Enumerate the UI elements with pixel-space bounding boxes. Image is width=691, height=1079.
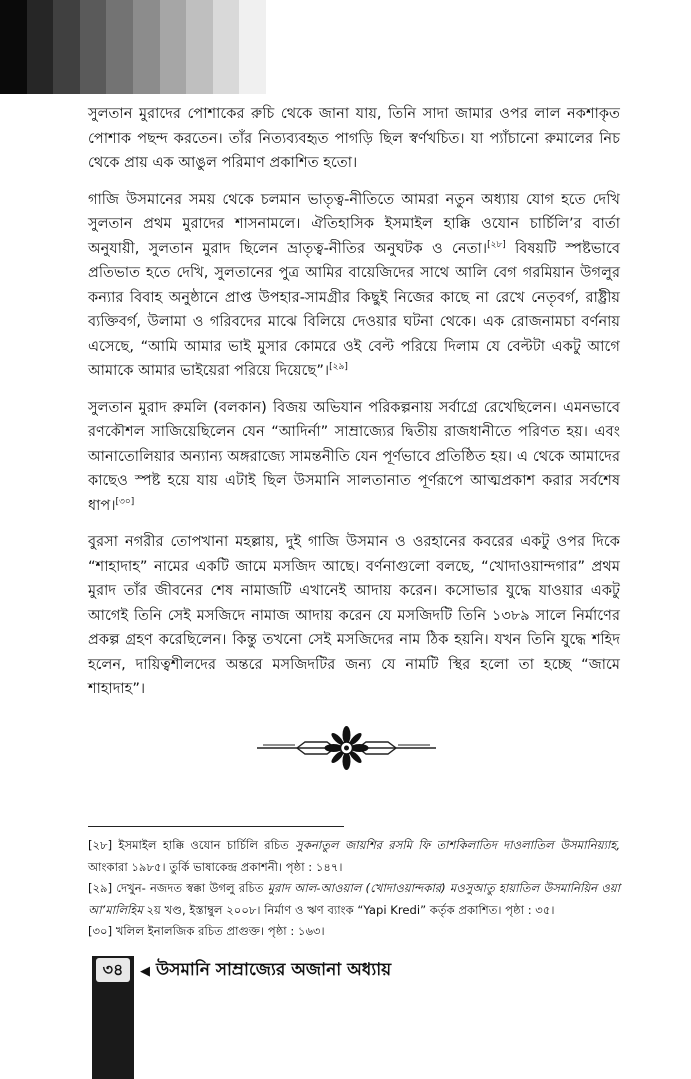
footnote-29: [২৯] দেখুন- নজদত স্বক্কা উগলু রচিত মুরাদ আল-আওয়াল (খোদাওয়ান্দকার) মওসুআতু হায়াতিল উসমানিয়িন ওয়া আ’মালিহিম ২য় খণ্ড, ইস্তাম্বুল ২০০৮। নির্মাণ ও ঋণ ব্যাংক “Yapi Kredi” কর্তৃক প্রকাশিত। পৃষ্ঠা : ৩৫। bbox=[88, 881, 621, 917]
paragraph: সুলতান মুরাদের পোশাকের রুচি থেকে জানা যায়, তিনি সাদা জামার ওপর লাল নকশাকৃত পোশাক পছন্দ করতেন। তাঁর নিত্যব্যবহৃত পাগড়ি ছিল স্বর্ণখচিত। যা প্যাঁচানো রুমালের নিচ থেকে প্রায় এক আঙুল পরিমাণ প্রকাশিত হতো। bbox=[88, 105, 620, 171]
footnote-ref[interactable]: [৩০] bbox=[115, 496, 135, 507]
paragraph: সুলতান মুরাদ রুমলি (বলকান) বিজয় অভিযান পরিকল্পনায় সর্বাগ্রে রেখেছিলেন। এমনভাবে রণকৌশল সাজিয়েছিলেন যেন “আদির্না” সাম্রাজ্যের দ্বিতীয় রাজধানীতে পরিণত হয়। এবং আনাতোলিয়ার অন্যান্য অঙ্গরাজ্যে সামন্তনীতি যেন পূর্ণভাবে প্রতিষ্ঠিত হয়। এ থেকে আমাদের কাছেও স্পষ্ট হয়ে যায় এটাই ছিল উসমানি সালতানাত পূর্ণরূপে আত্মপ্রকাশ করার সর্বশেষ ধাপ।[৩০] bbox=[88, 398, 620, 514]
triangle-left-icon: ◀ bbox=[140, 964, 150, 979]
footnotes bbox=[88, 835, 620, 943]
running-head: ◀ উসমানি সাম্রাজ্যের অজানা অধ্যায় bbox=[140, 960, 392, 980]
paragraph: বুরসা নগরীর তোপখানা মহল্লায়, দুই গাজি উসমান ও ওরহানের কবরের একটু ওপর দিকে “শাহাদাহ” নামের একটি জামে মসজিদ আছে। বর্ণনাগুলো বলছে, “খোদাওয়ান্দগার” প্রথম মুরাদ তাঁর জীবনের শেষ নামাজটি এখানেই আদায় করেন। কসোভার যুদ্ধে যাওয়ার একটু আগেই তিনি সেই মসজিদে নামাজ আদায় করেন যে মসজিদটি তিনি ১৩৮৯ সালে নির্মাণের প্রকল্প গ্রহণ করেছিলেন। কিন্তু তখনো সেই মসজিদের নাম ঠিক হয়নি। যখন তিনি যুদ্ধে শহিদ হলেন, দায়িত্বশীলদের অন্তরে মসজিদটির জন্য যে নামটি স্থির হলো তা হচ্ছে “জামে শাহাদাহ”। bbox=[88, 533, 620, 697]
footnote-30: [৩০] খলিল ইনালজিক রচিত প্রাগুক্ত। পৃষ্ঠা : ১৬৩। bbox=[88, 924, 325, 938]
ornament-divider-icon bbox=[255, 722, 438, 774]
page-number: ৩৪ bbox=[96, 958, 130, 982]
footnote-ref[interactable]: [২৮] bbox=[487, 239, 506, 250]
footnote-rule bbox=[88, 826, 344, 827]
footnote-28: [২৮] ইসমাইল হাক্কি ওযোন চার্চিলি রচিত সুকনাতুল জায়শির রসমি ফি তাশকিলাতিদ দাওলাতিল উসমানিয়্যাহ, আংকারা ১৯৮৫। তুর্কি ভাষাকেন্দ্র প্রকাশনী। পৃষ্ঠা : ১৪৭। bbox=[88, 838, 621, 874]
body-text bbox=[88, 102, 620, 714]
grayscale-calibration-strip bbox=[0, 0, 266, 94]
footnote-ref[interactable]: [২৯] bbox=[329, 362, 348, 373]
paragraph: গাজি উসমানের সময় থেকে চলমান ভাতৃত্ব-নীতিতে আমরা নতুন অধ্যায় যোগ হতে দেখি সুলতান প্রথম মুরাদের শাসনামলে। ঐতিহাসিক ইসমাইল হাক্কি ওযোন চার্চিলি’র বার্তা অনুযায়ী, সুলতান মুরাদ ছিলেন ভ্রাতৃত্ব-নীতির অনুঘটক ও নেতা।[২৮] বিষয়টি স্পষ্টভাবে প্রতিভাত হতে দেখি, সুলতানের পুত্র আমির বায়েজিদের সাথে আলি বেগ গরমিয়ান উগলুর কন্যার বিবাহ অনুষ্ঠানে প্রাপ্ত উপহার-সামগ্রীর কিছুই নিজের কাছে না রেখে নেতৃবর্গ, রাষ্ট্রীয় ব্যক্তিবর্গ, উলামা ও গরিবদের মাঝে বিলিয়ে দেওয়ার ঘটনা থেকে। এক রোজনামচা বর্ণনায় এসেছে, “আমি আমার ভাই মুসার কোমরে ওই বেল্ট পরিয়ে দিলাম যে বেল্টটা একটু আগে আমাকে আমার ভাইয়েরা পরিয়ে দিয়েছে”।[২৯] bbox=[88, 190, 621, 379]
